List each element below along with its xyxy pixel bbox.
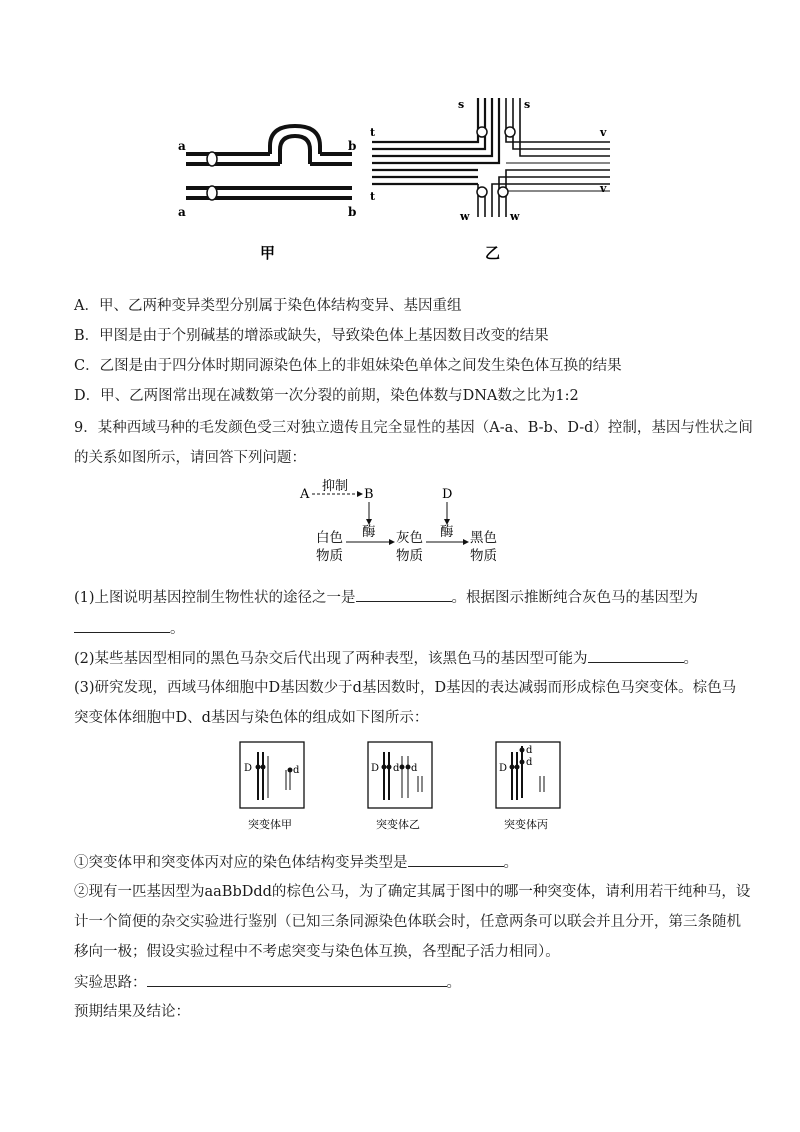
mutant-bing-caption: 突变体丙 [504,818,548,831]
caption-jia: 甲 [260,244,276,262]
experiment-idea-end: 。 [446,975,461,991]
answer-blank-1[interactable] [356,587,452,602]
centromere-yi-4 [498,187,508,197]
label-v-1: v [600,126,607,139]
q9-stem-line1: 9．某种西域马种的毛发颜色受三对独立遗传且完全显性的基因（A-a、B-b、D-d）控制，基因与性状之间 [74,420,753,436]
answer-blank-4[interactable] [408,852,504,867]
q9-part1-text-c: 。 [170,621,185,637]
q9-sub2-line3: 移向一极；假设实验过程中不考虑突变与染色体互换，各型配子活力相同）。 [74,944,560,960]
mutant-bing-D: D [499,763,508,774]
q9-part1-line1 [74,587,698,608]
pathway-a: A [300,487,310,502]
experiment-idea-line [74,972,461,993]
answer-blank-3[interactable] [588,648,684,663]
q9-sub1-text-b: 。 [503,855,518,871]
q9-part3-line2: 突变体体细胞中D、d基因与染色体的组成如下图所示： [74,710,429,726]
q9-part1-text-a: (1)上图说明基因控制生物性状的途径之一是 [74,590,356,606]
mutant-jia-D: D [244,763,253,774]
label-b-bottom: b [348,205,357,219]
mutant-jia-d: d [293,765,300,776]
label-t-2: t [370,190,376,203]
answer-blank-2[interactable] [74,618,170,633]
pathway-white-2: 物质 [316,548,343,564]
label-v-2: v [600,182,607,195]
q9-sub1-text-a: ①突变体甲和突变体丙对应的染色体结构变异类型是 [74,855,408,871]
q9-part2-text-a: (2)某些基因型相同的黑色马杂交后代出现了两种表型，该黑色马的基因型可能为 [74,651,588,667]
q9-sub2-line2: 计一个简便的杂交实验进行鉴别（已知三条同源染色体联会时，任意两条可以联会并且分开，第三条随机 [74,914,741,930]
pathway-grey-1: 灰色 [396,530,423,546]
mutant-bing-d1: d [526,745,533,756]
pathway-inhibit: 抑制 [322,479,349,494]
answer-blank-5[interactable] [147,972,447,987]
pathway-black-1: 黑色 [470,530,497,546]
label-w-2: w [510,210,520,223]
mutant-diagram [238,740,568,835]
label-s-1: s [458,98,465,111]
centromere-jia-bottom [207,186,217,200]
label-a-bottom: a [178,205,186,219]
mutant-jia-caption: 突变体甲 [248,818,292,831]
option-a: A．甲、乙两种变异类型分别属于染色体结构变异、基因重组 [74,298,462,314]
pathway-black-2: 物质 [470,548,497,564]
mutant-yi-d2: d [411,763,418,774]
mutant-bing-d2: d [526,757,533,768]
q9-part1-line2 [74,618,185,639]
label-t-1: t [370,126,376,139]
pathway-enzyme-1: 酶 [362,524,376,540]
centromere-jia-top [207,152,217,166]
q9-sub1-line [74,852,518,873]
gene-pathway-diagram [296,476,516,568]
q9-part2-line [74,648,698,669]
q9-part2-text-b: 。 [683,651,699,667]
label-s-2: s [524,98,531,111]
experiment-idea-label: 实验思路： [74,975,147,991]
pathway-white-1: 白色 [316,530,343,546]
label-b-top: b [348,139,357,153]
mutant-yi-D: D [371,763,380,774]
mutant-yi-box [368,742,432,808]
centromere-yi-1 [477,127,487,137]
q9-stem-line2: 的关系如图所示，请回答下列问题： [74,450,306,466]
label-a-top: a [178,139,186,153]
pathway-b: B [364,487,374,502]
figure-yi [372,98,499,184]
option-b: B．甲图是由于个别碱基的增添或缺失，导致染色体上基因数目改变的结果 [74,328,549,344]
q9-part3-line1: (3)研究发现，西域马体细胞中D基因数少于d基因数时，D基因的表达减弱而形成棕色马突变体。棕色马 [74,680,737,696]
pathway-enzyme-2: 酶 [440,524,454,540]
mutant-yi-d1: d [393,763,400,774]
pathway-d: D [442,487,453,502]
pathway-grey-2: 物质 [396,548,423,564]
chromosome-figure [160,92,630,270]
label-w-1: w [460,210,470,223]
q9-part1-text-b: 。根据图示推断纯合灰色马的基因型为 [451,590,699,606]
expected-result-label: 预期结果及结论： [74,1004,190,1020]
option-d: D．甲、乙两图常出现在减数第一次分裂的前期，染色体数与DNA数之比为1:2 [74,388,579,404]
centromere-yi-3 [477,187,487,197]
caption-yi: 乙 [485,244,501,262]
option-c: C．乙图是由于四分体时期同源染色体上的非姐妹染色单体之间发生染色体互换的结果 [74,358,622,374]
centromere-yi-2 [505,127,515,137]
q9-sub2-line1: ②现有一匹基因型为aaBbDdd的棕色公马，为了确定其属于图中的哪一种突变体，请利用若干纯种马，设 [74,884,751,900]
mutant-yi-caption: 突变体乙 [376,818,420,831]
